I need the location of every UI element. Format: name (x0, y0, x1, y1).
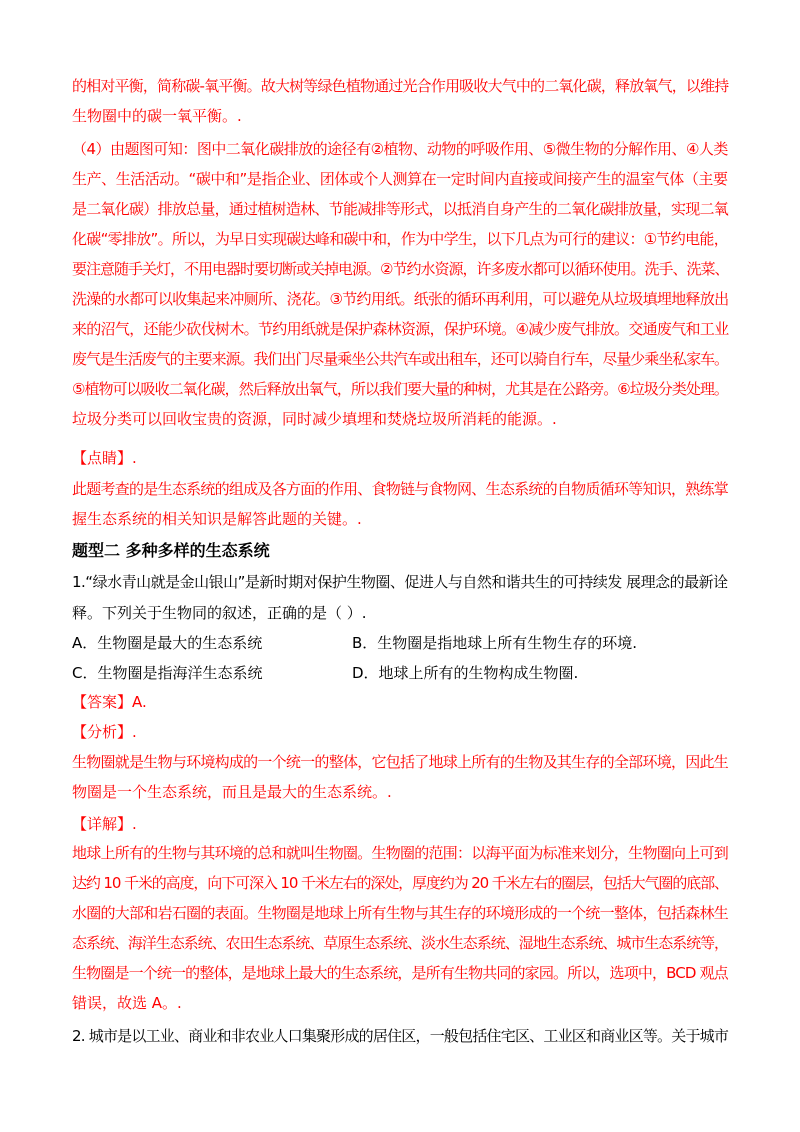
explain-line: 的相对平衡，简称碳-氧平衡。故大树等绿色植物通过光合作用吸收大气中的二氧化碳，释放氧气，以维持 (72, 77, 729, 95)
detail-line: 生物圈是一个统一的整体，是地球上最大的生态系统，是所有生物共同的家园。所以，选项中，BCD 观点 (72, 964, 728, 982)
analysis-label: 【分析】. (72, 723, 137, 741)
explain-line: 化碳“零排放”。所以，为早日实现碳达峰和碳中和，作为中学生，以下几点为可行的建议：①节约电能， (72, 230, 728, 248)
detail-line: 水圈的大部和岩石圈的表面。生物圈是地球上所有生物与其生存的环境形成的一个统一整体，包括森林生 (72, 904, 729, 922)
explain-line: 来的沼气，还能少砍伐树木。节约用纸就是保护森林资源，保护环境。④减少废气排放。交通废气和工业 (72, 320, 729, 338)
question-stem: 1.“绿水青山就是金山银山”是新时期对保护生物圈、促进人与自然和谐共生的可持续发 展理念的最新诠 (72, 573, 728, 591)
question-stem: 释。下列关于生物同的叙述，正确的是（ ）. (72, 604, 367, 622)
detail-label: 【详解】. (72, 815, 137, 833)
analysis-line: 生物圈就是生物与环境构成的一个统一的整体，它包括了地球上所有的生物及其生存的全部环境，因此生 (72, 753, 729, 771)
explain-line: 是二氧化碳）排放总量，通过植树造林、节能减排等形式，以抵消自身产生的二氧化碳排放量，实现二氧 (72, 200, 729, 218)
explain-line: （4）由题图可知：图中二氧化碳排放的途径有②植物、动物的呼吸作用、⑤微生物的分解作用、④人类 (72, 140, 728, 158)
dianjing-label: 【点睛】. (72, 449, 137, 467)
option-d: D．地球上所有的生物构成生物圈. (352, 664, 579, 682)
answer-label: 【答案】A. (72, 693, 147, 711)
explain-line: ⑤植物可以吸收二氧化碳，然后释放出氧气，所以我们要大量的种树，尤其是在公路旁。⑥垃圾分类处理。 (72, 380, 728, 398)
explain-line: 生物圈中的碳一氧平衡。. (72, 107, 242, 125)
detail-line: 达约 10 千米的高度，向下可深入 10 千米左右的深处，厚度约为 20 千米左右的圈层，包括大气圈的底部、 (72, 874, 728, 892)
detail-line: 错误，故选 A。. (72, 994, 182, 1012)
explain-line: 洗澡的水都可以收集起来冲厕所、浇花。③节约用纸。纸张的循环再利用，可以避免从垃圾填埋地释放出 (72, 290, 729, 308)
dianjing-line: 握生态系统的相关知识是解答此题的关键。. (72, 510, 362, 528)
section-heading: 题型二 多种多样的生态系统 (72, 541, 270, 560)
question-stem: 2. 城市是以工业、商业和非农业人口集聚形成的居住区，一般包括住宅区、工业区和商业区等。关于城市 (72, 1027, 729, 1045)
option-c: C．生物圈是指海洋生态系统 (72, 664, 263, 682)
option-a: A．生物圈是最大的生态系统 (72, 634, 263, 652)
analysis-line: 物圈是一个生态系统，而且是最大的生态系统。. (72, 783, 392, 801)
explain-line: 垃圾分类可以回收宝贵的资源，同时减少填埋和焚烧垃圾所消耗的能源。. (72, 410, 557, 428)
explain-line: 生产、生活活动。“碳中和”是指企业、团体或个人测算在一定时间内直接或间接产生的温室气体（主要 (72, 170, 728, 188)
explain-line: 要注意随手关灯，不用电器时要切断或关掉电源。②节约水资源，许多废水都可以循环使用。洗手、洗菜、 (72, 260, 729, 278)
explain-line: 废气是生活废气的主要来源。我们出门尽量乘坐公共汽车或出租车，还可以骑自行车，尽量少乘坐私家车。 (72, 350, 729, 368)
dianjing-line: 此题考查的是生态系统的组成及各方面的作用、食物链与食物网、生态系统的自物质循环等知识，熟练掌 (72, 480, 729, 498)
detail-line: 地球上所有的生物与其环境的总和就叫生物圈。生物圈的范围：以海平面为标准来划分，生物圈向上可到 (72, 844, 729, 862)
option-b: B．生物圈是指地球上所有生物生存的环境. (352, 634, 638, 652)
detail-line: 态系统、海洋生态系统、农田生态系统、草原生态系统、淡水生态系统、湿地生态系统、城市生态系统等， (72, 934, 729, 952)
